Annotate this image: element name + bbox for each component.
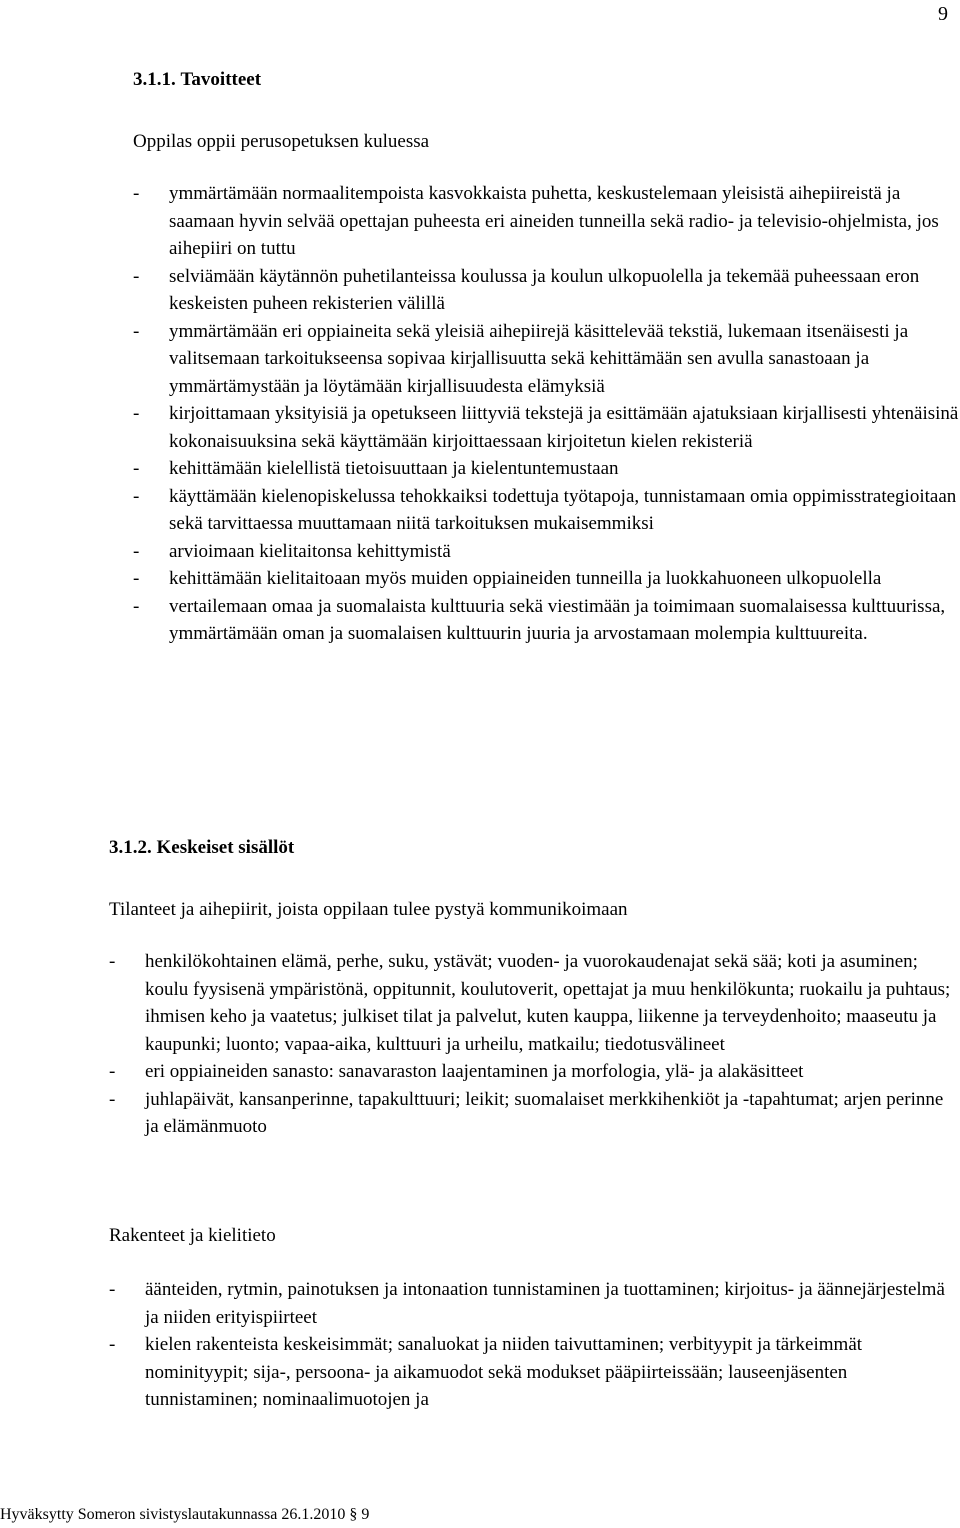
goals-list	[133, 180, 960, 648]
section-heading-tavoitteet	[133, 68, 261, 92]
footer-text: Hyväksytty Someron sivistyslautakunnassa 26.1.2010	[0, 1506, 346, 1523]
subheading-structures: Rakenteet ja kielitieto	[109, 1225, 276, 1246]
footer-page-number: 9	[361, 1506, 370, 1523]
list-item: - kehittämään kielitaitoaan myös muiden oppiaineiden tunneilla ja luokkahuoneen ulkopuolella	[133, 565, 960, 593]
list-item: - kirjoittamaan yksityisiä ja opetukseen liittyviä tekstejä ja esittämään ajatuksiaan kirjallisesti yhtenäisinä kokonaisuuksina sekä käyttämään kirjoittaessaan kirjoitetun kielen rekisteriä	[133, 400, 960, 455]
list-item: - ymmärtämään eri oppiaineita sekä yleisiä aihepiirejä käsittelevää tekstiä, lukemaan itsenäisesti ja valitsemaan tarkoitukseensa sopivaa kirjallisuutta sekä kehittämään sen avulla sanastoaan ja ymmärtämystään ja löytämään kirjallisuudesta elämyksiä	[133, 318, 960, 401]
list-item: - juhlapäivät, kansanperinne, tapakulttuuri; leikit; suomalaiset merkkihenkiöt ja -tapahtumat; arjen perinne ja elämänmuoto	[109, 1086, 959, 1141]
page-number: 9	[938, 3, 948, 25]
section-title: Keskeiset sisällöt	[156, 837, 295, 858]
footer	[0, 1505, 369, 1525]
subheading-situations: Tilanteet ja aihepiirit, joista oppilaan tulee pystyä kommunikoimaan	[109, 899, 628, 920]
section-heading-keskeiset-sisallot	[109, 836, 294, 860]
list-item: - käyttämään kielenopiskelussa tehokkaiksi todettuja työtapoja, tunnistamaan omia oppimisstrategioitaan sekä tarvittaessa muuttamaan niitä tarkoituksen mukaisemmiksi	[133, 483, 960, 538]
list-item: - henkilökohtainen elämä, perhe, suku, ystävät; vuoden- ja vuorokaudenajat sekä sää; koti ja asuminen; koulu fyysisenä ympäristönä, oppitunnit, koulutoverit, opettajat ja muu henkilökunta; ruokailu ja puhtaus; ihmisen keho ja vaatetus; julkiset tilat ja palvelut, kuten kauppa, liikenne ja terveydenhoito; maaseutu ja kaupunki; luonto; vapaa-aika, kulttuuri ja urheilu, matkailu; tiedotusvälineet	[109, 948, 959, 1058]
section-title: Tavoitteet	[180, 69, 262, 90]
situations-list	[109, 948, 959, 1141]
list-item: - selviämään käytännön puhetilanteissa koulussa ja koulun ulkopuolella ja tekemää puheessaan eron keskeisten puheen rekisterien välillä	[133, 263, 960, 318]
structures-list	[109, 1276, 959, 1414]
list-item: - eri oppiaineiden sanasto: sanavaraston laajentaminen ja morfologia, ylä- ja alakäsitteet	[109, 1058, 959, 1086]
list-item: - kielen rakenteista keskeisimmät; sanaluokat ja niiden taivuttaminen; verbityypit ja tärkeimmät nominityypit; sija-, persoona- ja aikamuodot sekä modukset pääpiirteissään; lauseenjäsenten tunnistaminen; nominaalimuotojen ja	[109, 1331, 959, 1414]
section-number: 3.1.1.	[133, 69, 176, 90]
list-item: - ymmärtämään normaalitempoista kasvokkaista puhetta, keskustelemaan yleisistä aihepiireistä ja saamaan hyvin selvää opettajan puheesta eri aineiden tunneilla sekä radio- ja televisio-ohjelmista, jos aihepiiri on tuttu	[133, 180, 960, 263]
list-item: - arvioimaan kielitaitonsa kehittymistä	[133, 538, 960, 566]
list-item: - kehittämään kielellistä tietoisuuttaan ja kielentuntemustaan	[133, 455, 960, 483]
section-number: 3.1.2.	[109, 837, 152, 858]
section-intro: Oppilas oppii perusopetuksen kuluessa	[133, 131, 430, 152]
list-item: - vertailemaan omaa ja suomalaista kulttuuria sekä viestimään ja toimimaan suomalaisessa kulttuurissa, ymmärtämään oman ja suomalaisen kulttuurin juuria ja arvostamaan molempia kulttuureita.	[133, 593, 960, 648]
footer-section-sign: §	[349, 1506, 358, 1523]
list-item: - äänteiden, rytmin, painotuksen ja intonaation tunnistaminen ja tuottaminen; kirjoitus- ja äännejärjestelmä ja niiden erityispiirteet	[109, 1276, 959, 1331]
